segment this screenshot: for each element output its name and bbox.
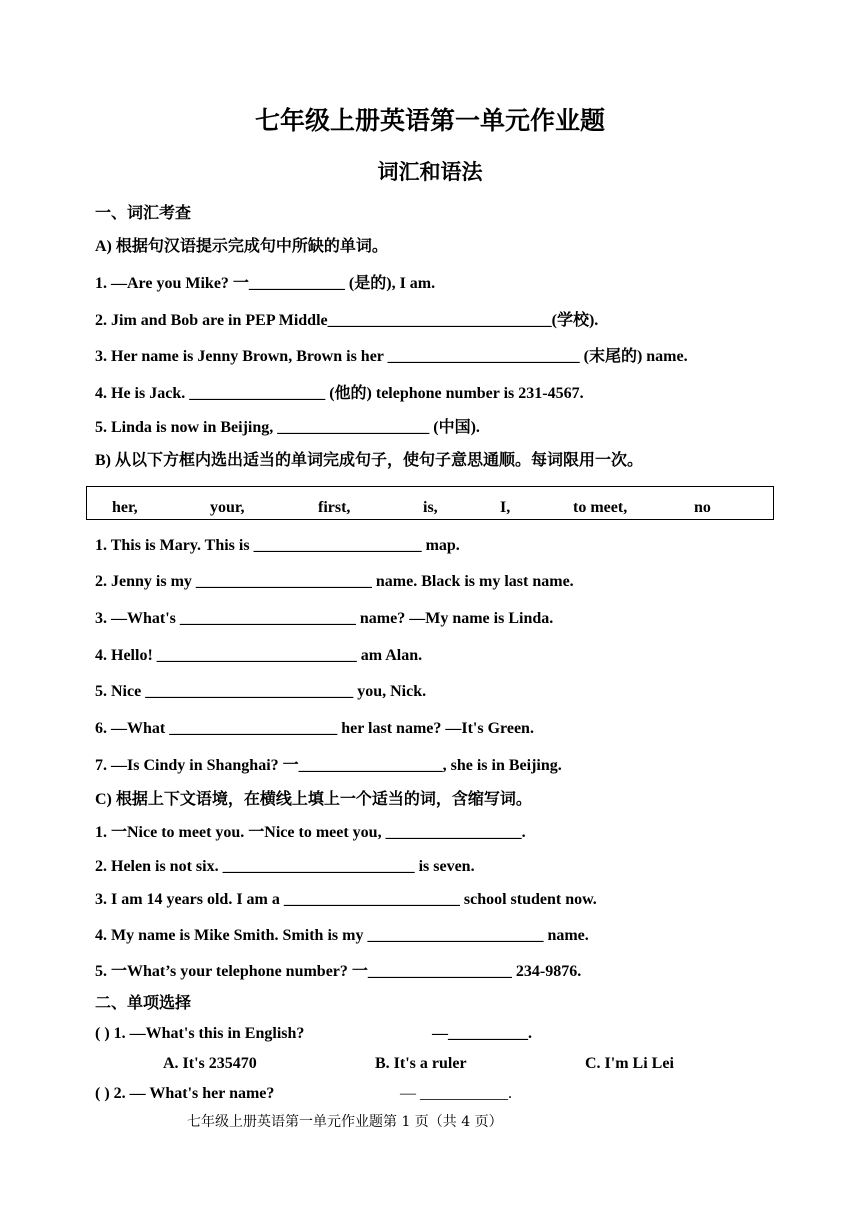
partC-instruction: C) 根据上下文语境，在横线上填上一个适当的词，含缩写词。	[95, 791, 532, 808]
word-bank-word: no	[694, 499, 711, 516]
partA-item-4: 4. He is Jack. _________________ (他的) telephone number is 231-4567.	[95, 385, 584, 402]
section1-heading: 一、词汇考查	[95, 203, 192, 222]
question-2: ( ) 2. — What's her name?	[95, 1085, 275, 1102]
question-1-option-c: C. I'm Li Lei	[585, 1055, 674, 1072]
page-title: 七年级上册英语第一单元作业题	[254, 106, 605, 135]
word-bank-word: to meet,	[573, 499, 628, 516]
partA-item-5: 5. Linda is now in Beijing, ___________________ (中国).	[95, 419, 480, 436]
partB-item-5: 5. Nice __________________________ you, Nick.	[95, 683, 427, 700]
partB-item-3: 3. —What's ______________________ name? —My name is Linda.	[95, 610, 554, 627]
partB-item-4: 4. Hello! _________________________ am Alan.	[95, 647, 423, 664]
question-2-answer-line: — ___________.	[400, 1085, 512, 1102]
partC-item-2: 2. Helen is not six. ________________________ is seven.	[95, 858, 475, 875]
word-bank-word: your,	[210, 499, 245, 516]
partB-item-2: 2. Jenny is my ______________________ name. Black is my last name.	[95, 573, 574, 590]
partC-item-3: 3. I am 14 years old. I am a ______________________ school student now.	[95, 891, 597, 908]
partA-item-2: 2. Jim and Bob are in PEP Middle____________________________(学校).	[95, 312, 599, 329]
question-1-answer-line: —__________.	[432, 1025, 532, 1042]
partC-item-4: 4. My name is Mike Smith. Smith is my ______________________ name.	[95, 927, 589, 944]
word-bank-word: her,	[112, 499, 138, 516]
word-bank-word: first,	[318, 499, 351, 516]
question-1: ( ) 1. —What's this in English?	[95, 1025, 305, 1042]
page-subtitle: 词汇和语法	[377, 160, 483, 184]
question-1-option-a: A. It's 235470	[163, 1055, 257, 1072]
word-bank-word: I,	[500, 499, 511, 516]
partB-item-1: 1. This is Mary. This is _____________________ map.	[95, 537, 460, 554]
partA-item-1: 1. —Are you Mike? 一____________ (是的), I am.	[95, 275, 436, 292]
partC-item-5: 5. 一What’s your telephone number? 一__________________ 234-9876.	[95, 963, 582, 980]
question-1-option-b: B. It's a ruler	[375, 1055, 467, 1072]
partA-item-3: 3. Her name is Jenny Brown, Brown is her ________________________ (末尾的) name.	[95, 348, 688, 365]
partA-instruction: A) 根据句汉语提示完成句中所缺的单词。	[95, 238, 388, 255]
partC-item-1: 1. 一Nice to meet you. 一Nice to meet you, _________________.	[95, 824, 526, 841]
partB-item-7: 7. —Is Cindy in Shanghai? 一__________________, she is in Beijing.	[95, 757, 562, 774]
partB-item-6: 6. —What _____________________ her last name? —It's Green.	[95, 720, 534, 737]
word-bank-word: is,	[423, 499, 438, 516]
partB-instruction: B) 从以下方框内选出适当的单词完成句子，使句子意思通顺。每词限用一次。	[95, 452, 644, 469]
section2-heading: 二、单项选择	[95, 993, 192, 1012]
page-footer: 七年级上册英语第一单元作业题第 1 页（共 4 页）	[187, 1114, 503, 1130]
